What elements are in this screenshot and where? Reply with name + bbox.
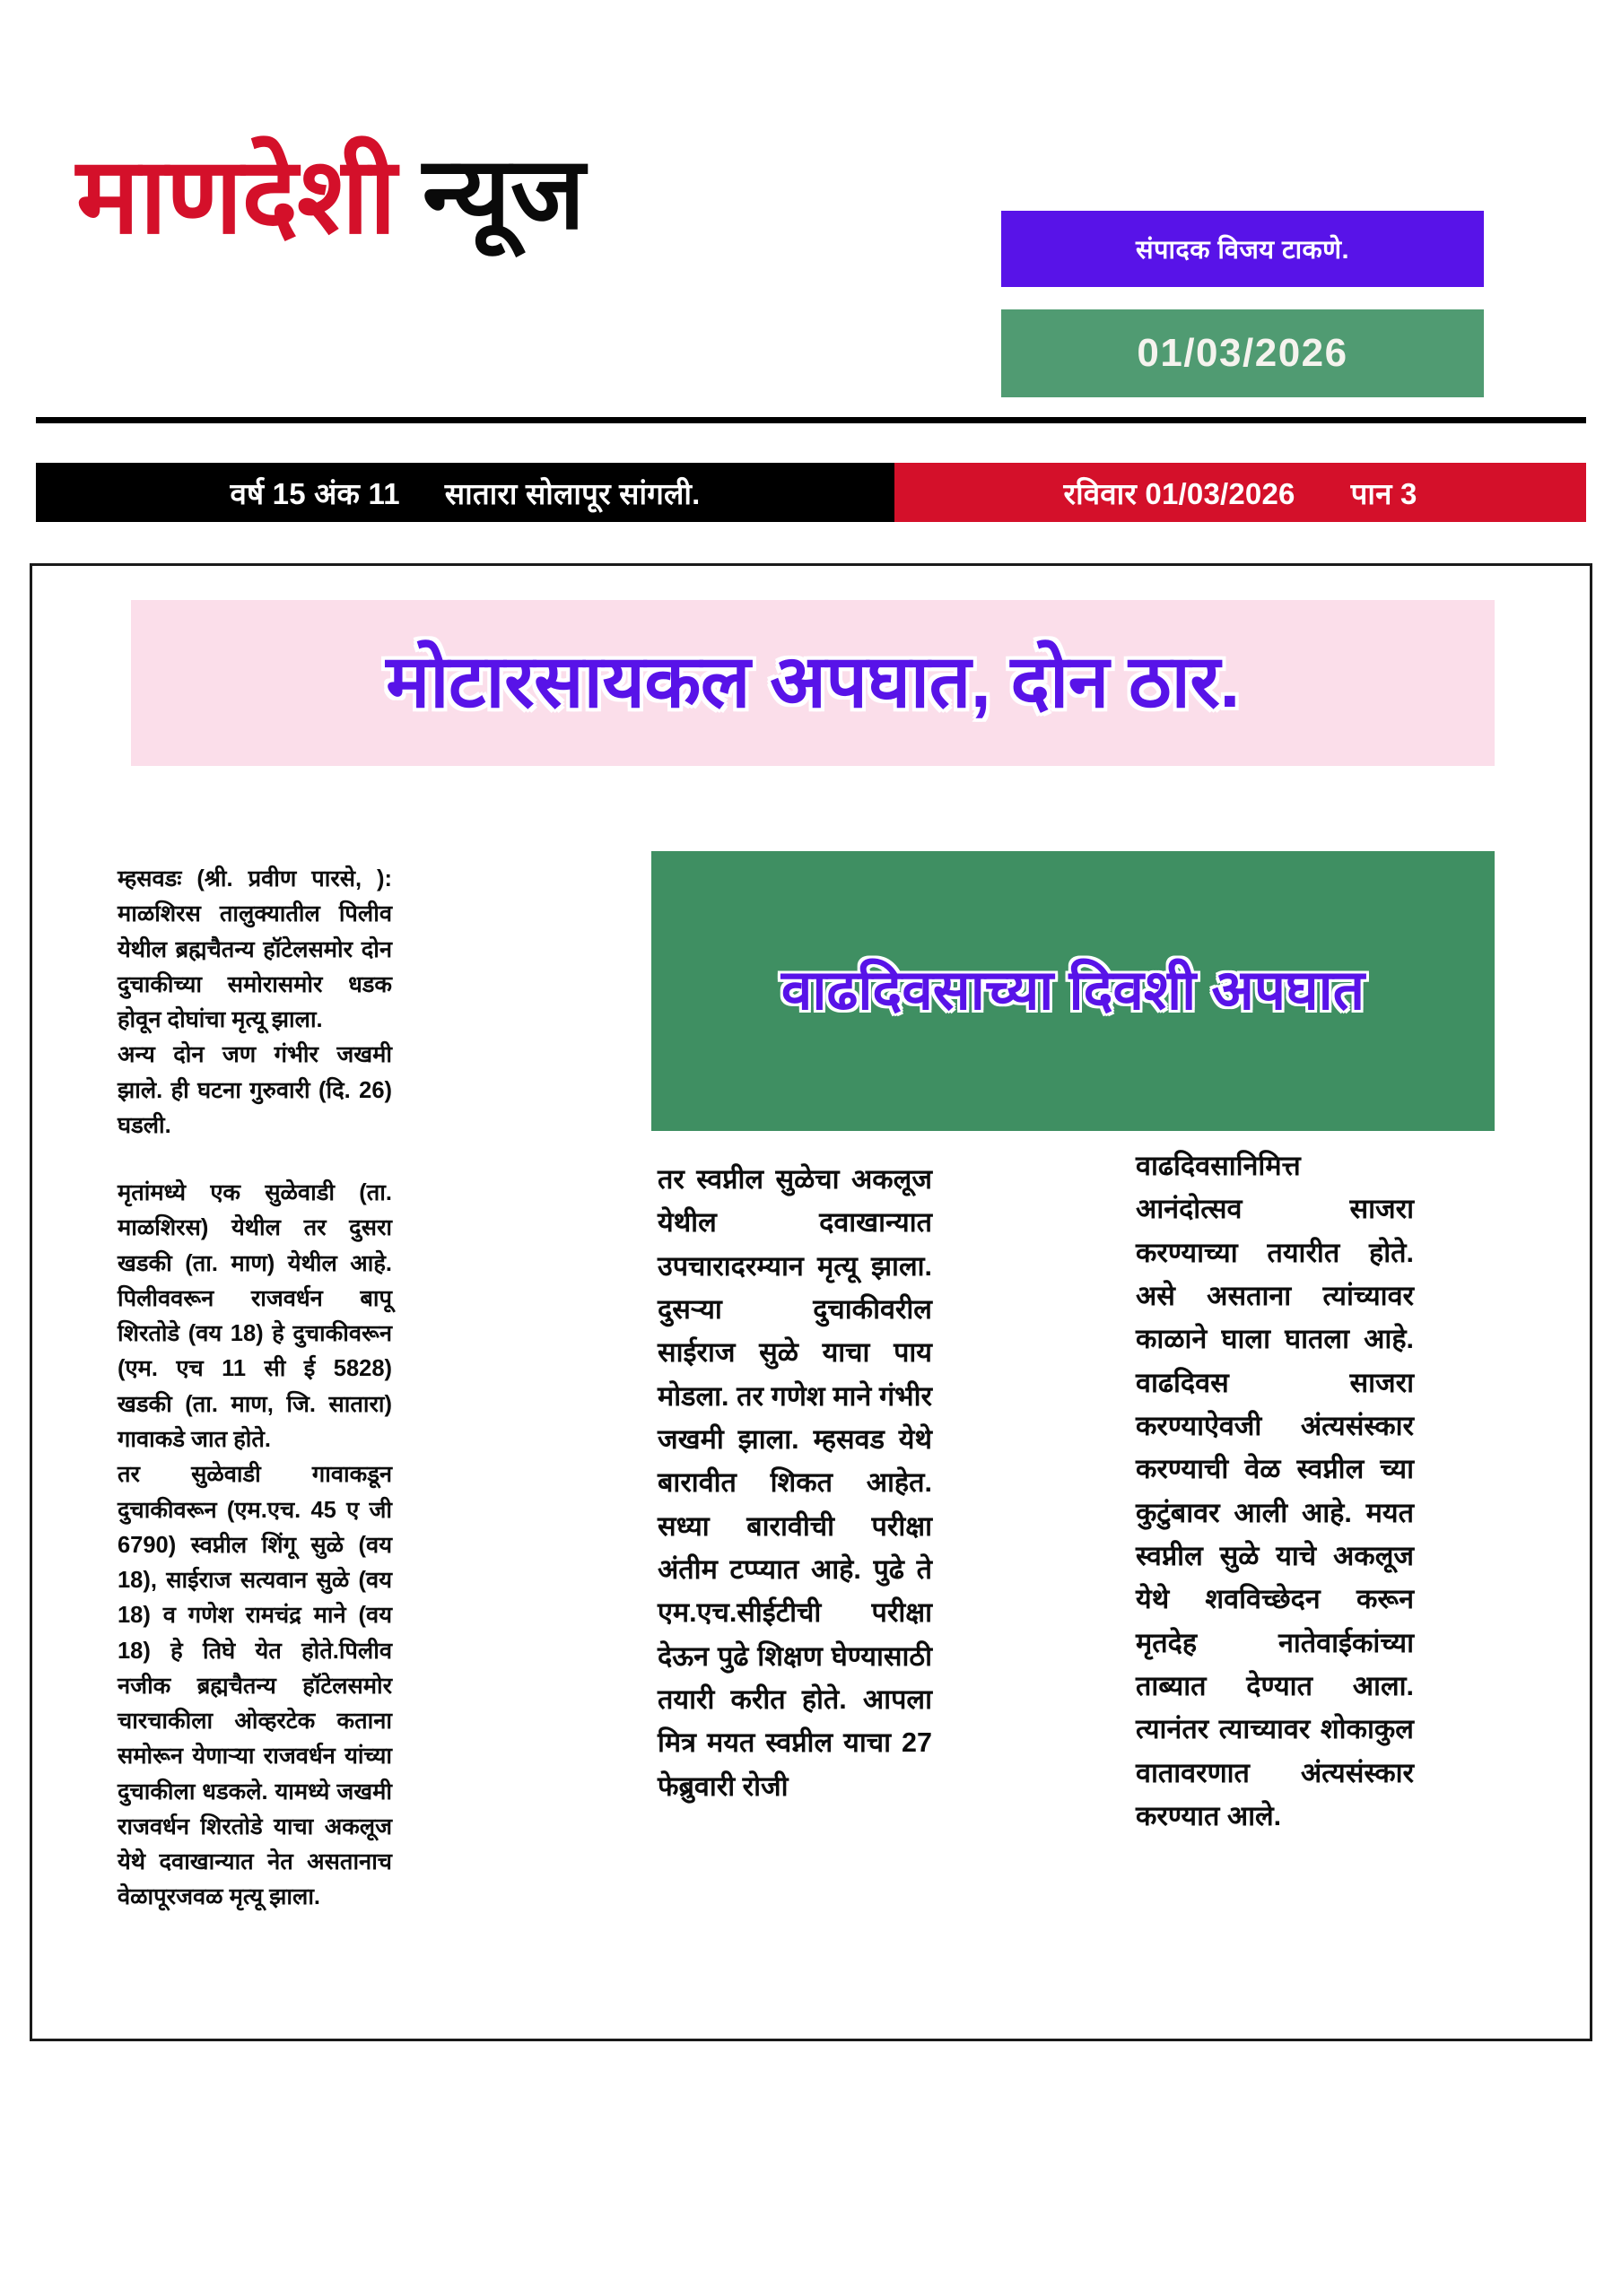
article-column-middle [658, 1158, 932, 1808]
page-number-label: पान 3 [1350, 476, 1417, 510]
banner-right-segment [894, 463, 1586, 522]
article-column-left [118, 862, 392, 1916]
paragraph: मृतांमध्ये एक सुळेवाडी (ता. माळशिरस) येथील तर दुसरा खडकी (ता. माण) येथील आहे. पिलीववरून राजवर्धन बापू शिरतोडे (वय 18) हे दुचाकीवरून (एम. एच 11 सी ई 5828) खडकी (ता. माण, जि. सातारा) गावाकडे जात होते. [118, 1180, 392, 1452]
logo-primary-text: माणदेशी [76, 137, 396, 256]
logo-secondary-text: न्यूज [422, 137, 586, 249]
paragraph: तर सुळेवाडी गावाकडून दुचाकीवरून (एम.एच. 45 ए जी 6790) स्वप्नील शिंगू सुळे (वय 18), साईराज सत्यवान सुळे (वय 18) व गणेश रामचंद्र माने (वय 18) हे तिघे येत होते.पिलीव नजीक ब्रह्मचैतन्य हॉटेलसमोर चारचाकीला ओव्हरटेक कताना समोरून येणाऱ्या राजवर्धन यांच्या दुचाकीला धडकले. यामध्ये जखमी राजवर्धन शिरतोडे याचा अकलूज येथे दवाखान्यात नेत असतानाच वेळापूरजवळ मृत्यू झाला. [118, 1462, 392, 1910]
paragraph: वाढदिवसानिमित्त आनंदोत्सव साजरा करण्याच्या तयारीत होते. असे असताना त्यांच्यावर काळाने घाला घातला आहे. वाढदिवस साजरा करण्याऐवजी अंत्यसंस्कार करण्याची वेळ स्वप्नील च्या कुटुंबावर आली आहे. मयत स्वप्नील सुळे याचे अकलूज येथे शवविच्छेदन करून मृतदेह नातेवाईकांच्या ताब्यात देण्यात आला. त्यानंतर त्याच्यावर शोकाकुल वातावरणात अंत्यसंस्कार करण्यात आले. [1136, 1151, 1414, 1831]
regions-label: सातारा सोलापूर सांगली. [444, 476, 701, 510]
masthead [0, 0, 1622, 408]
article-frame [30, 563, 1592, 2041]
masthead-date-label: 01/03/2026 [1137, 331, 1348, 375]
masthead-divider-rule [36, 417, 1586, 423]
article-column-right [1136, 1144, 1414, 1838]
edition-banner-bar [36, 463, 1586, 522]
day-date-label: रविवार 01/03/2026 [1063, 476, 1295, 510]
paragraph: तर स्वप्नील सुळेचा अकलूज येथील दवाखान्यात उपचारादरम्यान मृत्यू झाला. दुसऱ्या दुचाकीवरील साईराज सुळे याचा पाय मोडला. तर गणेश माने गंभीर जखमी झाला. म्हसवड येथे बारावीत शिकत आहेत. सध्या बारावीची परीक्षा अंतीम टप्प्यात आहे. पुढे ते एम.एच.सीईटीची परीक्षा देऊन पुढे शिक्षण घेण्यासाठी तयारी करीत होते. आपला मित्र मयत स्वप्नील याचा 27 फेब्रुवारी रोजी [658, 1164, 932, 1802]
newspaper-logo [76, 137, 586, 256]
masthead-date-box [1001, 309, 1484, 397]
headline-band [131, 600, 1495, 766]
banner-left-segment [36, 463, 894, 522]
editor-credit-box [1001, 211, 1484, 287]
sub-headline-box [651, 851, 1495, 1131]
paragraph: अन्य दोन जण गंभीर जखमी झाले. ही घटना गुरुवारी (दि. 26) घडली. [118, 1042, 392, 1138]
article-headline: मोटारसायकल अपघात, दोन ठार. [386, 641, 1240, 724]
volume-issue-label: वर्ष 15 अंक 11 [230, 476, 400, 510]
paragraph: म्हसवडः (श्री. प्रवीण पारसे, ): माळशिरस तालुक्यातील पिलीव येथील ब्रह्मचैतन्य हॉटेलसमोर दोन दुचाकीच्या समोरासमोर धडक होवून दोघांचा मृत्यू झाला. [118, 866, 392, 1033]
editor-credit-label: संपादक विजय टाकणे. [1136, 236, 1349, 265]
article-sub-headline: वाढदिवसाच्या दिवशी अपघात [780, 959, 1365, 1022]
